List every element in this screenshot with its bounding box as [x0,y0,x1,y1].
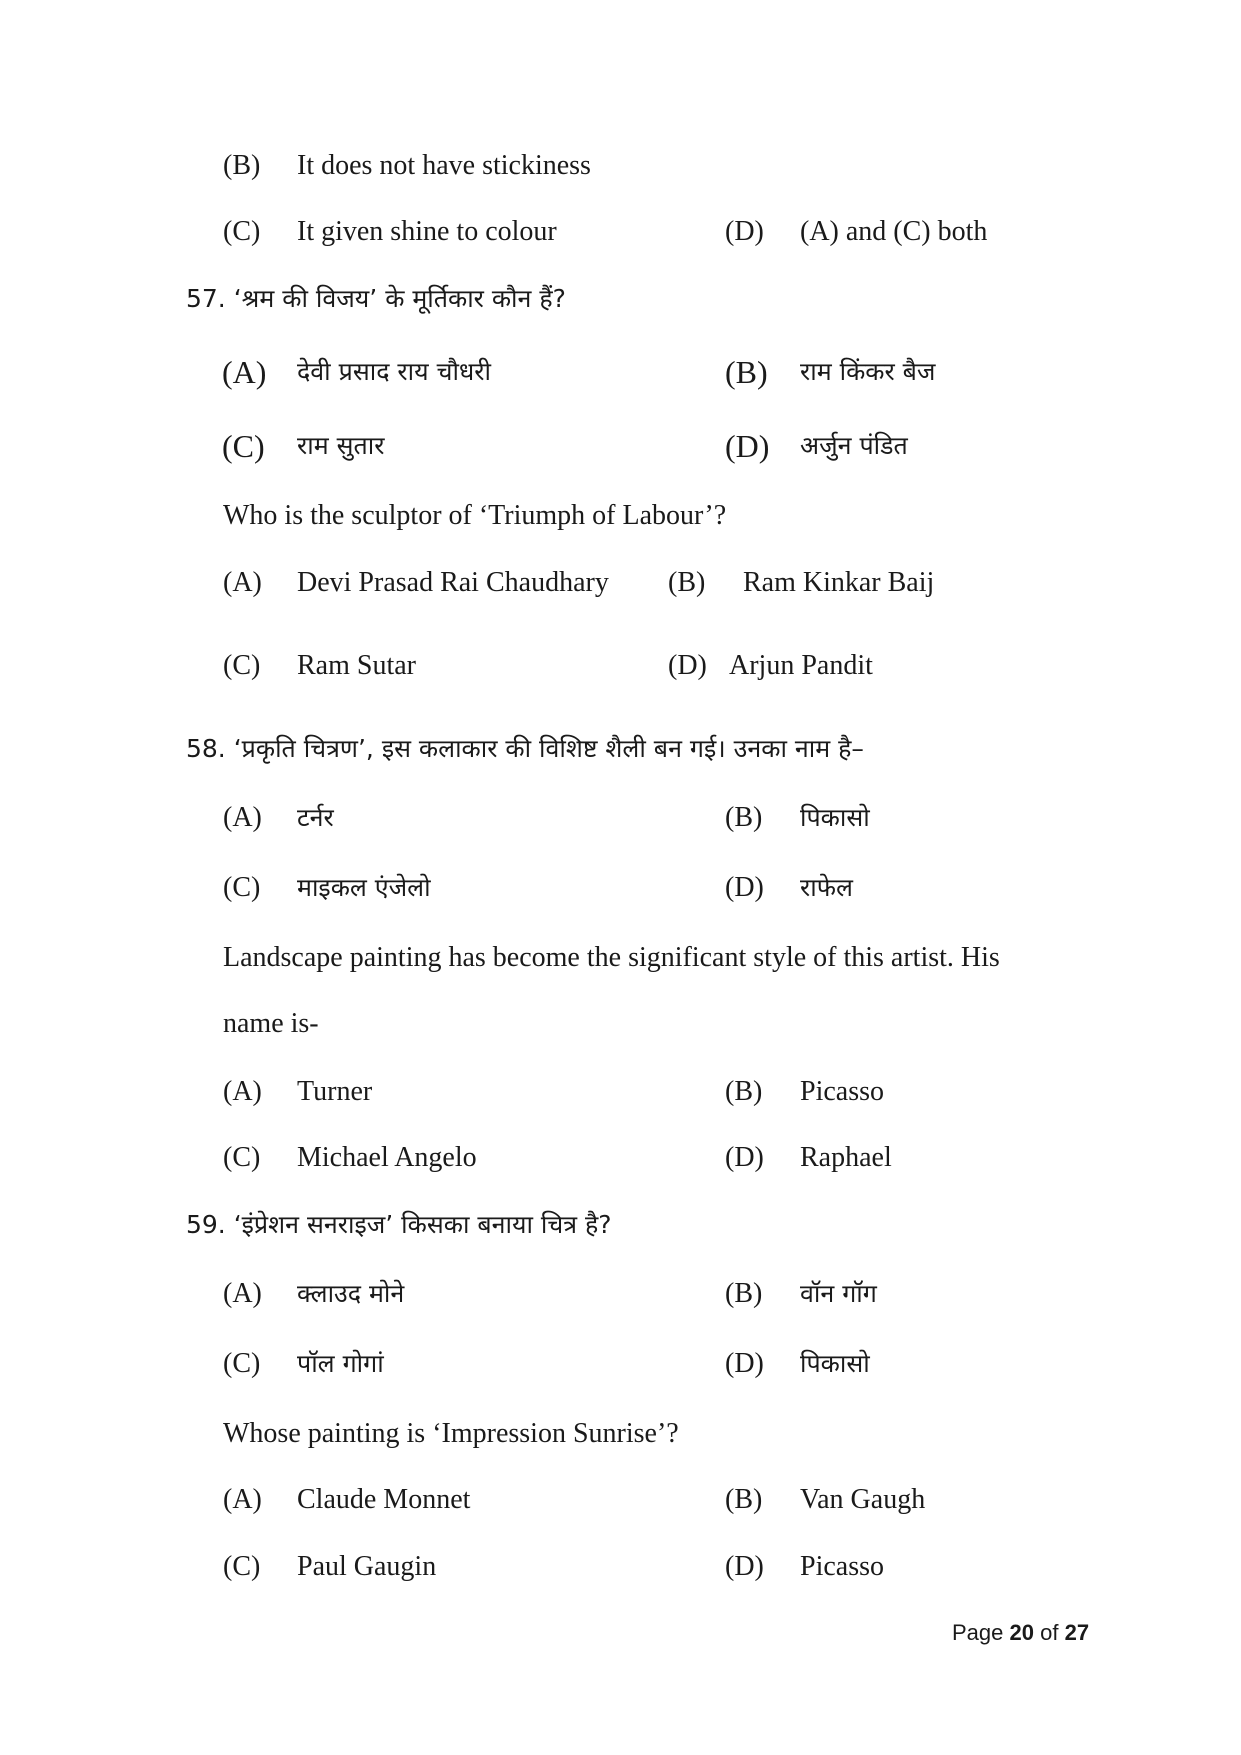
q59-english-option-b-label: (B) [725,1484,763,1515]
q58-hindi-option-b-text: पिकासो [800,803,870,832]
q58-hindi-option-a-text: टर्नर [297,803,334,832]
q59-hindi-option-a-label: (A) [223,1278,262,1309]
q56-option-b-label: (B) [223,150,261,181]
q56-option-d-label: (D) [725,216,764,247]
q57-hindi-option-a-text: देवी प्रसाद राय चौधरी [297,357,491,386]
q59-english-option-d-label: (D) [725,1551,764,1582]
q58-hindi-option-d-text: राफेल [800,873,853,902]
q59-hindi-option-b-label: (B) [725,1278,763,1309]
q57-english-option-b-label: (B) [668,567,706,598]
q59-hindi-option-c-label: (C) [223,1348,261,1379]
q58-english-option-d-label: (D) [725,1142,764,1173]
q57-english-option-a-label: (A) [223,567,262,598]
q57-question-hindi: 57. ‘श्रम की विजय’ के मूर्तिकार कौन हैं? [186,284,566,313]
q57-hindi-option-d-text: अर्जुन पंडित [800,431,908,460]
q58-english-option-a-text: Turner [297,1076,373,1107]
q57-english-option-b-text: Ram Kinkar Baij [743,567,935,598]
page-number-footer [952,1618,1089,1648]
q59-english-option-c-label: (C) [223,1551,261,1582]
q59-hindi-option-b-text: वॉन गॉग [800,1279,877,1308]
q57-hindi-option-d-label: (D) [725,428,770,464]
q58-english-option-a-label: (A) [223,1076,262,1107]
q56-option-c-text: It given shine to colour [297,216,557,247]
q56-option-c-label: (C) [223,216,261,247]
q57-english-option-c-text: Ram Sutar [297,650,416,681]
q59-english-option-a-text: Claude Monnet [297,1484,471,1515]
q59-question-english: Whose painting is ‘Impression Sunrise’? [223,1418,679,1449]
q56-option-b-text: It does not have stickiness [297,150,591,181]
q57-hindi-option-b-label: (B) [725,354,768,390]
q56-option-d-text: (A) and (C) both [800,216,988,247]
q58-question-english-line2: name is- [223,1008,319,1039]
q58-question-hindi: 58. ‘प्रकृति चित्रण’, इस कलाकार की विशिष्ट शैली बन गई। उनका नाम है– [186,734,864,763]
q58-hindi-option-d-label: (D) [725,872,764,903]
q57-question-english: Who is the sculptor of ‘Triumph of Labour’? [223,500,727,531]
q58-hindi-option-c-text: माइकल एंजेलो [297,873,431,902]
q58-english-option-c-text: Michael Angelo [297,1142,477,1173]
q58-hindi-option-b-label: (B) [725,802,763,833]
q57-hindi-option-b-text: राम किंकर बैज [800,357,936,386]
q57-english-option-d-text: Arjun Pandit [729,650,873,681]
q58-english-option-d-text: Raphael [800,1142,892,1173]
q58-english-option-b-label: (B) [725,1076,763,1107]
q57-hindi-option-c-text: राम सुतार [297,431,385,460]
q57-english-option-d-label: (D) [668,650,707,681]
q58-english-option-b-text: Picasso [800,1076,884,1107]
q59-hindi-option-d-label: (D) [725,1348,764,1379]
q59-hindi-option-c-text: पॉल गोगां [297,1349,384,1378]
q58-english-option-c-label: (C) [223,1142,261,1173]
q57-english-option-c-label: (C) [223,650,261,681]
q58-hindi-option-c-label: (C) [223,872,261,903]
q57-hindi-option-a-label: (A) [222,354,267,390]
q59-english-option-d-text: Picasso [800,1551,884,1582]
q57-english-option-a-text: Devi Prasad Rai Chaudhary [297,567,609,598]
page-current: 20 [1009,1620,1034,1645]
q59-english-option-c-text: Paul Gaugin [297,1551,437,1582]
q59-hindi-option-a-text: क्लाउद मोने [297,1279,405,1308]
page-total: 27 [1064,1620,1090,1645]
q58-hindi-option-a-label: (A) [223,802,262,833]
q58-question-english-line1: Landscape painting has become the significant style of this artist. His [223,942,1000,973]
q59-hindi-option-d-text: पिकासो [800,1349,870,1378]
page-prefix: Page [952,1620,1004,1645]
page-of: of [1040,1620,1059,1645]
q59-english-option-a-label: (A) [223,1484,262,1515]
q59-question-hindi: 59. ‘इंप्रेशन सनराइज’ किसका बनाया चित्र है? [186,1210,612,1239]
q57-hindi-option-c-label: (C) [222,428,265,464]
q59-english-option-b-text: Van Gaugh [800,1484,926,1515]
